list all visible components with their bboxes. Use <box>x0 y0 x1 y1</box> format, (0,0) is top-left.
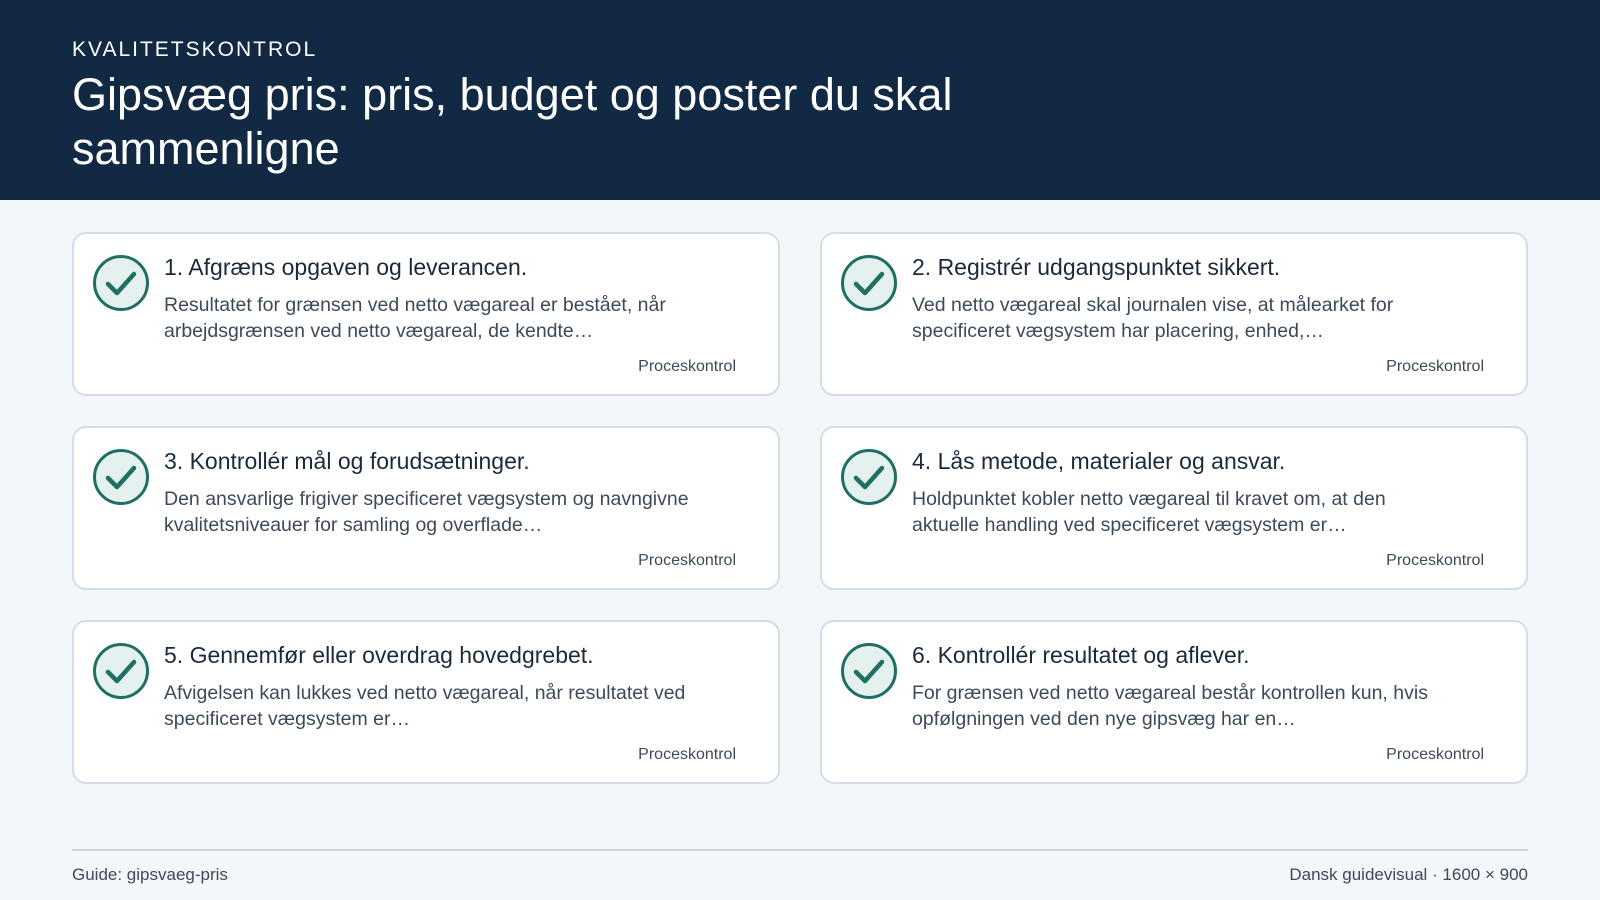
card-description: Den ansvarlige frigiver specificeret vægsystem og navngivne kvalitetsniveauer for samling og overflade… <box>164 488 689 536</box>
card-description: Holdpunktet kobler netto vægareal til kravet om, at den aktuelle handling ved specificeret vægsystem er… <box>912 488 1386 536</box>
checklist-card <box>72 232 780 396</box>
card-description: Afvigelsen kan lukkes ved netto vægareal, når resultatet ved specificeret vægsystem er… <box>164 682 686 730</box>
checklist-card <box>820 232 1528 396</box>
card-title: 4. Lås metode, materialer og ansvar. <box>912 448 1286 474</box>
card-title: 3. Kontrollér mål og forudsætninger. <box>164 448 530 474</box>
card-tag: Proceskontrol <box>1386 358 1484 375</box>
checklist-grid <box>72 232 1528 784</box>
page-header <box>0 0 1600 200</box>
card-tag: Proceskontrol <box>1386 746 1484 763</box>
checklist-card <box>72 620 780 784</box>
check-circle-icon <box>92 448 150 506</box>
card-title: 6. Kontrollér resultatet og aflever. <box>912 642 1250 668</box>
card-title: 2. Registrér udgangspunktet sikkert. <box>912 254 1281 280</box>
card-tag: Proceskontrol <box>1386 552 1484 569</box>
card-tag: Proceskontrol <box>638 358 736 375</box>
footer-meta-label: Dansk guidevisual · 1600 × 900 <box>1289 865 1528 884</box>
footer-guide-label: Guide: gipsvaeg-pris <box>72 865 228 884</box>
checklist-card <box>820 426 1528 590</box>
card-tag: Proceskontrol <box>638 552 736 569</box>
checklist-card <box>72 426 780 590</box>
card-title: 5. Gennemfør eller overdrag hovedgrebet. <box>164 642 594 668</box>
check-circle-icon <box>840 642 898 700</box>
card-tag: Proceskontrol <box>638 746 736 763</box>
eyebrow-label: KVALITETSKONTROL <box>72 38 318 61</box>
card-title: 1. Afgræns opgaven og leverancen. <box>164 254 528 280</box>
card-description: For grænsen ved netto vægareal består kontrollen kun, hvis opfølgningen ved den nye gipsvæg har en… <box>912 682 1428 730</box>
check-circle-icon <box>92 642 150 700</box>
card-description: Resultatet for grænsen ved netto vægareal er bestået, når arbejdsgrænsen ved netto vægareal, de kendte… <box>164 294 666 342</box>
footer-divider <box>72 849 1528 851</box>
page-title: Gipsvæg pris: pris, budget og poster du skal sammenligne <box>72 69 953 174</box>
check-circle-icon <box>840 448 898 506</box>
card-description: Ved netto vægareal skal journalen vise, at målearket for specificeret vægsystem har placering, enhed,… <box>912 294 1394 342</box>
check-circle-icon <box>92 254 150 312</box>
check-circle-icon <box>840 254 898 312</box>
checklist-card <box>820 620 1528 784</box>
